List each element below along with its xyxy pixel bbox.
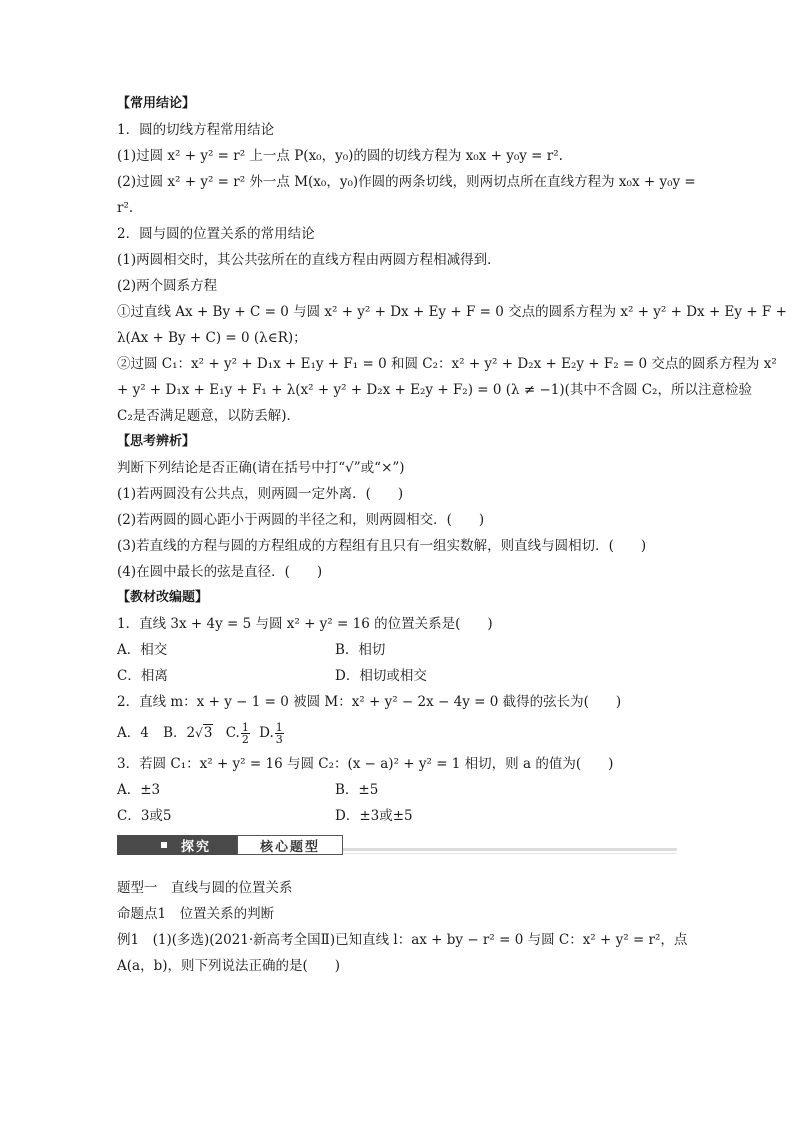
textbook-q3-stem: 3．若圆 C₁：x² + y² = 16 与圆 C₂：(x − a)² + y² = 1 相切，则 a 的值为( )	[117, 756, 614, 772]
fraction-d: $\frac{1}{3}$	[275, 721, 283, 746]
example-1-line1: 例1 (1)(多选)(2021·新高考全国Ⅱ)已知直线 l：ax + by − r² = 0 与圆 C：x² + y² = r²，点	[117, 932, 688, 948]
fraction-c: $\frac{1}{2}$	[241, 721, 249, 746]
option-c: C. $\frac{1}{2}$	[225, 721, 249, 746]
think-question-2: (2)若两圆的圆心距小于两圆的半径之和，则两圆相交．( )	[117, 512, 485, 528]
think-heading: 【思考辨析】	[117, 434, 196, 449]
textbook-heading: 【教材改编题】	[117, 590, 209, 605]
sqrt-radicand: 3	[203, 725, 213, 741]
circle-system-a-line2: λ(Ax + By + C) = 0 (λ∈R)；	[117, 330, 307, 346]
common-conclusions-heading: 【常用结论】	[117, 96, 196, 111]
tangent-conclusion-2b: r².	[117, 200, 134, 216]
circle-relation-1: (1)两圆相交时，其公共弦所在的直线方程由两圆方程相减得到．	[117, 252, 501, 268]
think-question-3: (3)若直线的方程与圆的方程组成的方程组有且只有一组实数解，则直线与圆相切．( )	[117, 538, 647, 554]
option-c: C．相离	[117, 668, 168, 684]
circle-relation-title: 2．圆与圆的位置关系的常用结论	[117, 226, 315, 242]
question-type-1: 题型一 直线与圆的位置关系	[117, 880, 293, 896]
option-d: D．±3或±5	[335, 808, 413, 824]
proposition-point-1: 命题点1 位置关系的判断	[117, 906, 275, 922]
banner-dark-tab: 探究	[117, 835, 237, 855]
think-intro: 判断下列结论是否正确(请在括号中打“√”或“×”)	[117, 460, 405, 476]
option-a: A．±3	[117, 782, 161, 798]
banner-tabs	[117, 835, 343, 855]
textbook-q2-options	[117, 715, 677, 751]
option-a: A．相交	[117, 642, 168, 658]
option-a: A．4	[117, 725, 149, 741]
tangent-conclusion-1: (1)过圆 x² + y² = r² 上一点 P(x₀，y₀)的圆的切线方程为 x₀x + y₀y = r².	[117, 148, 563, 164]
option-b: B．相切	[335, 642, 386, 658]
option-c: C．3或5	[117, 808, 172, 824]
square-bullet-icon	[161, 842, 167, 848]
example-1-line2: A(a，b)，则下列说法正确的是( )	[117, 958, 341, 974]
textbook-q1-stem: 1．直线 3x + 4y = 5 与圆 x² + y² = 16 的位置关系是( )	[117, 616, 493, 632]
option-d: D．相切或相交	[335, 668, 427, 684]
tangent-conclusion-title: 1．圆的切线方程常用结论	[117, 122, 275, 138]
section-banner	[117, 835, 677, 875]
textbook-q1-options-row1	[117, 637, 677, 663]
option-d: D. $\frac{1}{3}$	[259, 721, 283, 746]
document-content	[117, 91, 787, 979]
circle-relation-2: (2)两个圆系方程	[117, 278, 218, 294]
tangent-conclusion-2a: (2)过圆 x² + y² = r² 外一点 M(x₀，y₀)作圆的两条切线，则两切点所在直线方程为 x₀x + y₀y =	[117, 174, 696, 190]
think-question-4: (4)在圆中最长的弦是直径．( )	[117, 564, 323, 580]
think-question-1: (1)若两圆没有公共点，则两圆一定外离．( )	[117, 486, 404, 502]
textbook-q3-options-row2	[117, 803, 677, 829]
circle-system-b-line1: ②过圆 C₁：x² + y² + D₁x + E₁y + F₁ = 0 和圆 C₂：x² + y² + D₂x + E₂y + F₂ = 0 交点的圆系方程为 x²	[117, 356, 777, 372]
circle-system-a-line1: ①过直线 Ax + By + C = 0 与圆 x² + y² + Dx + Ey + F = 0 交点的圆系方程为 x² + y² + Dx + Ey + F +	[117, 304, 787, 320]
banner-light-tab: 核心题型	[237, 835, 343, 855]
textbook-q1-options-row2	[117, 663, 677, 689]
circle-system-b-line2: + y² + D₁x + E₁y + F₁ + λ(x² + y² + D₂x + E₂y + F₂) = 0 (λ ≠ −1)(其中不含圆 C₂，所以注意检验	[117, 382, 752, 398]
textbook-q2-stem: 2．直线 m：x + y − 1 = 0 被圆 M：x² + y² − 2x − 4y = 0 截得的弦长为( )	[117, 694, 622, 710]
textbook-q3-options-row1	[117, 777, 677, 803]
option-b: B．2√3	[163, 725, 213, 741]
circle-system-b-line3: C₂是否满足题意，以防丢解)．	[117, 408, 301, 424]
option-b: B．±5	[335, 782, 379, 798]
